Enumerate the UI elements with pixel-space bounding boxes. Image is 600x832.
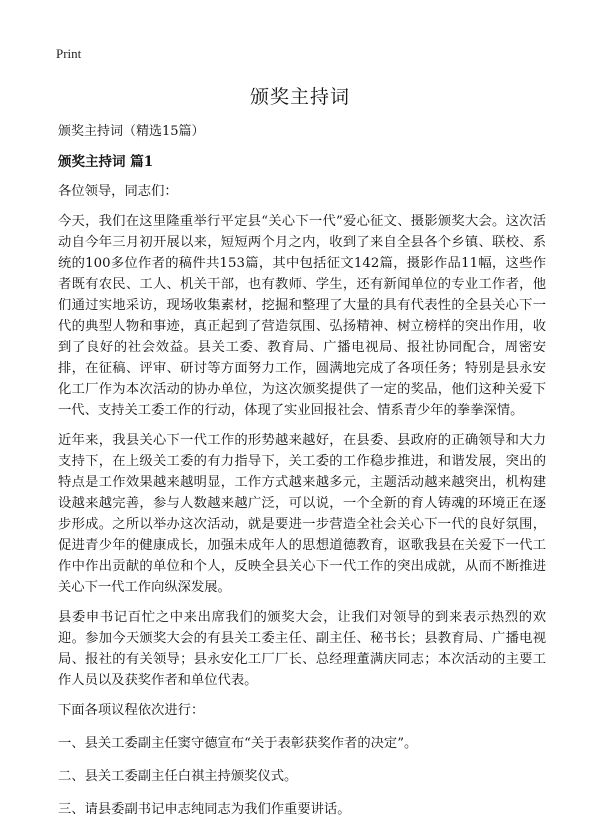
agenda-item-2: 二、县关工委副主任白祺主持颁奖仪式。: [58, 769, 298, 784]
document-body: [58, 181, 546, 832]
page-title: 颁奖主持词: [249, 86, 350, 108]
agenda-item-3: 三、请县委副书记申志纯同志为我们作重要讲话。: [58, 802, 351, 817]
agenda-item-1: 一、县关工委副主任窦守德宣布“关于表彰获奖作者的决定”。: [58, 736, 418, 751]
section-heading: 颁奖主持词 篇1: [58, 154, 154, 170]
paragraph-3: 县委申书记百忙之中来出席我们的颁奖大会，让我们对领导的到来表示热烈的欢迎。参加今天颁奖大会的有县关工委主任、副主任、秘书长；县教育局、广播电视局、报社的有关领导；县永安化工厂厂长、总经理董满庆同志；本次活动的主要工作人员以及获奖作者和单位代表。: [58, 610, 546, 688]
document-subtitle: 颁奖主持词（精选15篇）: [58, 124, 205, 139]
paragraph-2: 近年来，我县关心下一代工作的形势越来越好，在县委、县政府的正确领导和大力支持下，在上级关工委的有力指导下，关工委的工作稳步推进，和谐发展，突出的特点是工作效果越来越明显，工作方式越来越多元，主题活动越来越突出，机构建设越来越完善，参与人数越来越广泛，可以说，一个全新的育人铸魂的环境正在逐步形成。之所以举办这次活动，就是要进一步营造全社会关心下一代的良好氛围，促进青少年的健康成长，加强未成年人的思想道德教育，讴歌我县在关爱下一代工作中作出贡献的单位和个人，反映全县关心下一代工作的突出成就，从而不断推进关心下一代工作向纵深发展。: [58, 433, 546, 595]
print-link[interactable]: Print: [56, 46, 82, 61]
paragraph-4: 下面各项议程依次进行：: [58, 703, 205, 718]
greeting: 各位领导，同志们：: [58, 184, 178, 199]
paragraph-1: 今天，我们在这里隆重举行平定县“关心下一代”爱心征文、摄影颁奖大会。这次活动自今年三月初开展以来，短短两个月之内，收到了来自全县各个乡镇、联校、系统的100多位作者的稿件共153篇，其中包括征文142篇，摄影作品11幅，这些作者既有农民、工人、机关干部，也有教师、学生，还有新闻单位的专业工作者，他们通过实地采访，现场收集素材，挖掘和整理了大量的具有代表性的全县关心下一代的典型人物和事迹，真正起到了营造氛围、弘扬精神、树立榜样的突出作用，收到了良好的社会效益。县关工委、教育局、广播电视局、报社协同配合，周密安排，在征稿、评审、研讨等方面努力工作，圆满地完成了各项任务；特别是县永安化工厂作为本次活动的协办单位，为这次颁奖提供了一定的奖品，他们这种关爱下一代、支持关工委工作的行动，体现了实业回报社会、情系青少年的拳拳深情。: [58, 214, 546, 418]
